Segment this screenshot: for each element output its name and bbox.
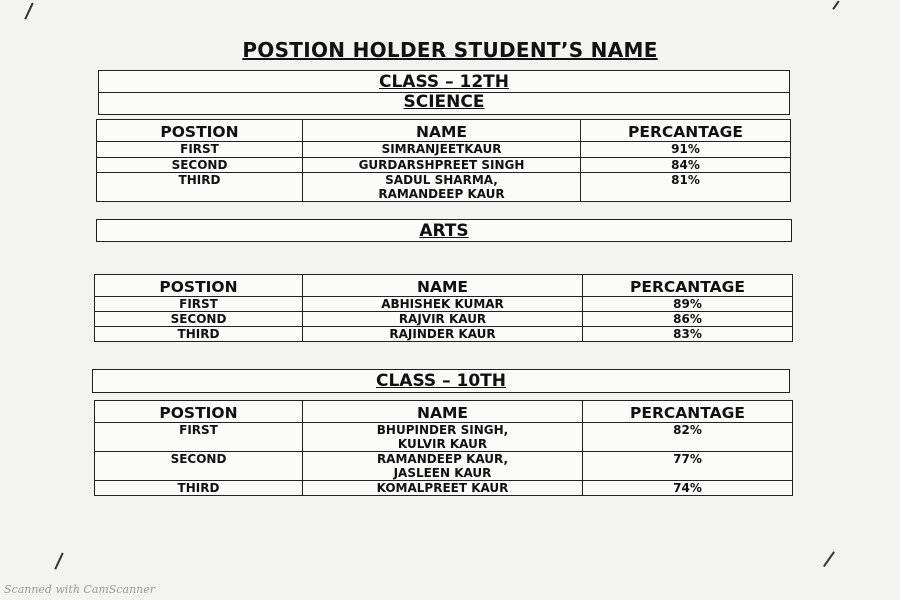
table-row — [97, 158, 791, 173]
position-cell: FIRST — [97, 142, 303, 158]
class12-science-banner — [98, 70, 790, 115]
column-header-percentage: PERCANTAGE — [581, 120, 791, 142]
name-line: JASLEEN KAUR — [393, 466, 492, 480]
table-row — [95, 327, 793, 342]
position-cell: THIRD — [95, 327, 303, 342]
name-cell — [303, 423, 583, 452]
arts-table — [94, 274, 793, 342]
name-cell: ABHISHEK KUMAR — [303, 297, 583, 312]
percent-cell: 77% — [583, 452, 793, 481]
column-header-position: POSTION — [95, 401, 303, 423]
column-header-position: POSTION — [97, 120, 303, 142]
percent-cell: 86% — [583, 312, 793, 327]
name-cell: GURDARSHPREET SINGH — [303, 158, 581, 173]
scan-corner-mark — [823, 551, 835, 567]
name-line: BHUPINDER SINGH, — [376, 423, 509, 437]
percent-cell: 82% — [583, 423, 793, 452]
position-cell: FIRST — [95, 297, 303, 312]
science-table — [96, 119, 791, 202]
table-row — [95, 312, 793, 327]
name-cell — [303, 173, 581, 202]
table-row — [97, 173, 791, 202]
scan-corner-mark — [24, 3, 33, 20]
class10-table — [94, 400, 793, 496]
column-header-percentage: PERCANTAGE — [583, 401, 793, 423]
percent-cell: 81% — [581, 173, 791, 202]
column-header-name: NAME — [303, 120, 581, 142]
percent-cell: 89% — [583, 297, 793, 312]
name-line: SADUL SHARMA, — [385, 173, 498, 187]
position-cell: SECOND — [95, 452, 303, 481]
scanner-watermark: Scanned with CamScanner — [4, 583, 156, 596]
position-cell: THIRD — [95, 481, 303, 496]
column-header-position: POSTION — [95, 275, 303, 297]
name-cell: KOMALPREET KAUR — [303, 481, 583, 496]
scan-corner-mark — [832, 0, 839, 9]
class12-heading: CLASS – 12TH — [378, 72, 509, 92]
class10-banner — [92, 369, 790, 393]
position-cell: THIRD — [97, 173, 303, 202]
name-cell: RAJVIR KAUR — [303, 312, 583, 327]
percent-cell: 91% — [581, 142, 791, 158]
table-row — [95, 423, 793, 452]
science-heading: SCIENCE — [403, 92, 485, 112]
table-row — [95, 297, 793, 312]
name-cell: SIMRANJEETKAUR — [303, 142, 581, 158]
scan-corner-mark — [54, 553, 63, 570]
percent-cell: 83% — [583, 327, 793, 342]
percent-cell: 84% — [581, 158, 791, 173]
table-row — [95, 452, 793, 481]
arts-heading: ARTS — [419, 221, 469, 241]
name-cell: RAJINDER KAUR — [303, 327, 583, 342]
name-line: KULVIR KAUR — [397, 437, 488, 451]
position-cell: SECOND — [97, 158, 303, 173]
name-line: RAMANDEEP KAUR, — [376, 452, 509, 466]
percent-cell: 74% — [583, 481, 793, 496]
column-header-name: NAME — [303, 275, 583, 297]
column-header-name: NAME — [303, 401, 583, 423]
position-cell: FIRST — [95, 423, 303, 452]
name-line: RAMANDEEP KAUR — [378, 187, 505, 201]
table-row — [97, 142, 791, 158]
class10-heading: CLASS – 10TH — [375, 371, 506, 391]
position-cell: SECOND — [95, 312, 303, 327]
column-header-percentage: PERCANTAGE — [583, 275, 793, 297]
name-cell — [303, 452, 583, 481]
table-row — [95, 481, 793, 496]
page-title: POSTION HOLDER STUDENT’S NAME — [242, 38, 658, 62]
arts-banner — [96, 219, 792, 242]
